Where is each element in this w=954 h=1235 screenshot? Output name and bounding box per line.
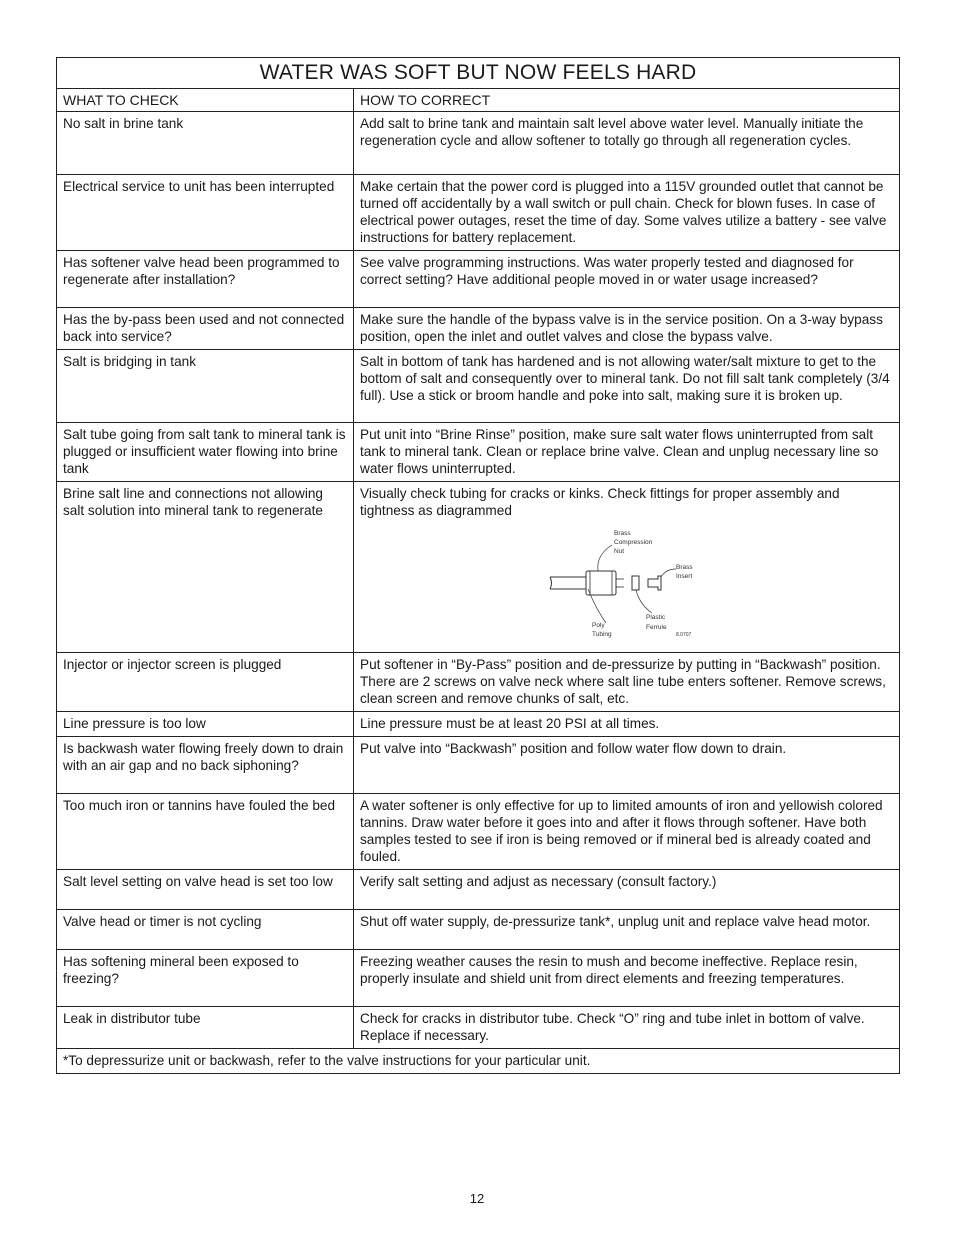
footnote: *To depressurize unit or backwash, refer to the valve instructions for your particular unit. (57, 1049, 900, 1074)
check-cell: Is backwash water flowing freely down to drain with an air gap and no back siphoning? (57, 737, 354, 794)
label-insert-1: Brass (676, 564, 693, 571)
check-cell: Has the by-pass been used and not connected back into service? (57, 308, 354, 350)
check-cell: Has softener valve head been programmed to regenerate after installation? (57, 251, 354, 308)
check-cell: Leak in distributor tube (57, 1007, 354, 1049)
column-header-check: WHAT TO CHECK (57, 89, 354, 112)
label-tubing-2: Tubing (592, 631, 612, 638)
correct-cell: Salt in bottom of tank has hardened and is not allowing water/salt mixture to get to the bottom of salt and consequently over to mineral tank. Do not fill salt tank completely (3/4 full). Use a stick or broom handle and poke into salt, making sure it is broken up. (354, 350, 900, 423)
page-number: 12 (469, 1191, 485, 1206)
check-cell: Salt is bridging in tank (57, 350, 354, 423)
label-insert-2: Insert (676, 573, 693, 580)
check-cell: Brine salt line and connections not allowing salt solution into mineral tank to regenerate (57, 482, 354, 653)
correct-cell: Freezing weather causes the resin to mush and become ineffective. Replace resin, properly insulate and shield unit from direct elements and freezing temperatures. (354, 950, 900, 1007)
check-cell: Salt level setting on valve head is set too low (57, 870, 354, 910)
table-row (57, 423, 900, 482)
correct-cell: Shut off water supply, de-pressurize tank*, unplug unit and replace valve head motor. (354, 910, 900, 950)
table-row (57, 1007, 900, 1049)
table-row (57, 910, 900, 950)
table-row (57, 653, 900, 712)
correct-cell: Make certain that the power cord is plugged into a 115V grounded outlet that cannot be turned off accidentally by a wall switch or pull chain. Check for blown fuses. In case of electrical power outages, reset the time of day. Some valves utilize a battery - see valve instructions for battery replacement. (354, 175, 900, 251)
table-row (57, 950, 900, 1007)
table-row (57, 251, 900, 308)
correct-cell: Line pressure must be at least 20 PSI at all times. (354, 712, 900, 737)
label-nut-3: Nut (614, 548, 625, 555)
correct-cell: See valve programming instructions. Was water properly tested and diagnosed for correct setting? Have additional people moved in or water usage increased? (354, 251, 900, 308)
check-cell: Salt tube going from salt tank to mineral tank is plugged or insufficient water flowing into brine tank (57, 423, 354, 482)
correct-cell: Check for cracks in distributor tube. Check “O” ring and tube inlet in bottom of valve. Replace if necessary. (354, 1007, 900, 1049)
label-tubing-1: Poly (592, 622, 605, 629)
check-cell: Injector or injector screen is plugged (57, 653, 354, 712)
check-cell: No salt in brine tank (57, 112, 354, 175)
correct-cell (354, 482, 900, 653)
correct-cell: Add salt to brine tank and maintain salt level above water level. Manually initiate the regeneration cycle and allow softener to totally go through all regeneration cycles. (354, 112, 900, 175)
troubleshooting-table (56, 57, 900, 1074)
check-cell: Valve head or timer is not cycling (57, 910, 354, 950)
table-title: WATER WAS SOFT BUT NOW FEELS HARD (57, 58, 900, 89)
column-header-correct: HOW TO CORRECT (354, 89, 900, 112)
correct-text: Visually check tubing for cracks or kinks. Check fittings for proper assembly and tightness as diagrammed (360, 486, 840, 518)
check-cell: Electrical service to unit has been interrupted (57, 175, 354, 251)
table-row (57, 737, 900, 794)
correct-cell: A water softener is only effective for up to limited amounts of iron and yellowish colored tannins. Draw water before it goes into and after it flows through softener. Have both samples tested to see if iron is being removed or if mineral bed is already coated and fouled. (354, 794, 900, 870)
check-cell: Too much iron or tannins have fouled the bed (57, 794, 354, 870)
correct-cell: Make sure the handle of the bypass valve is in the service position. On a 3-way bypass position, open the inlet and outlet valves and close the bypass valve. (354, 308, 900, 350)
table-row (57, 112, 900, 175)
table-row (57, 350, 900, 423)
footnote-row (57, 1049, 900, 1074)
diagram-code: 8.0707 (676, 632, 692, 638)
table-row (57, 712, 900, 737)
correct-cell: Verify salt setting and adjust as necessary (consult factory.) (354, 870, 900, 910)
table-row (57, 870, 900, 910)
table-row (57, 175, 900, 251)
table-row (57, 482, 900, 653)
correct-cell: Put valve into “Backwash” position and follow water flow down to drain. (354, 737, 900, 794)
table-row (57, 794, 900, 870)
check-cell: Line pressure is too low (57, 712, 354, 737)
label-ferrule-1: Plastic (646, 614, 666, 621)
compression-fitting-diagram (540, 525, 710, 643)
correct-cell: Put unit into “Brine Rinse” position, make sure salt water flows uninterrupted from salt tank to mineral tank. Clean or replace brine valve. Clean and unplug necessary line so water flows uninterrupted. (354, 423, 900, 482)
fitting-diagram (360, 523, 893, 648)
label-nut-1: Brass (614, 530, 631, 537)
label-ferrule-2: Ferrule (646, 624, 667, 631)
correct-cell: Put softener in “By-Pass” position and de-pressurize by putting in “Backwash” position. There are 2 screws on valve neck where salt line tube enters softener. Remove screws, clean screen and remove chunks of salt, etc. (354, 653, 900, 712)
table-row (57, 308, 900, 350)
label-nut-2: Compression (614, 539, 653, 546)
check-cell: Has softening mineral been exposed to freezing? (57, 950, 354, 1007)
